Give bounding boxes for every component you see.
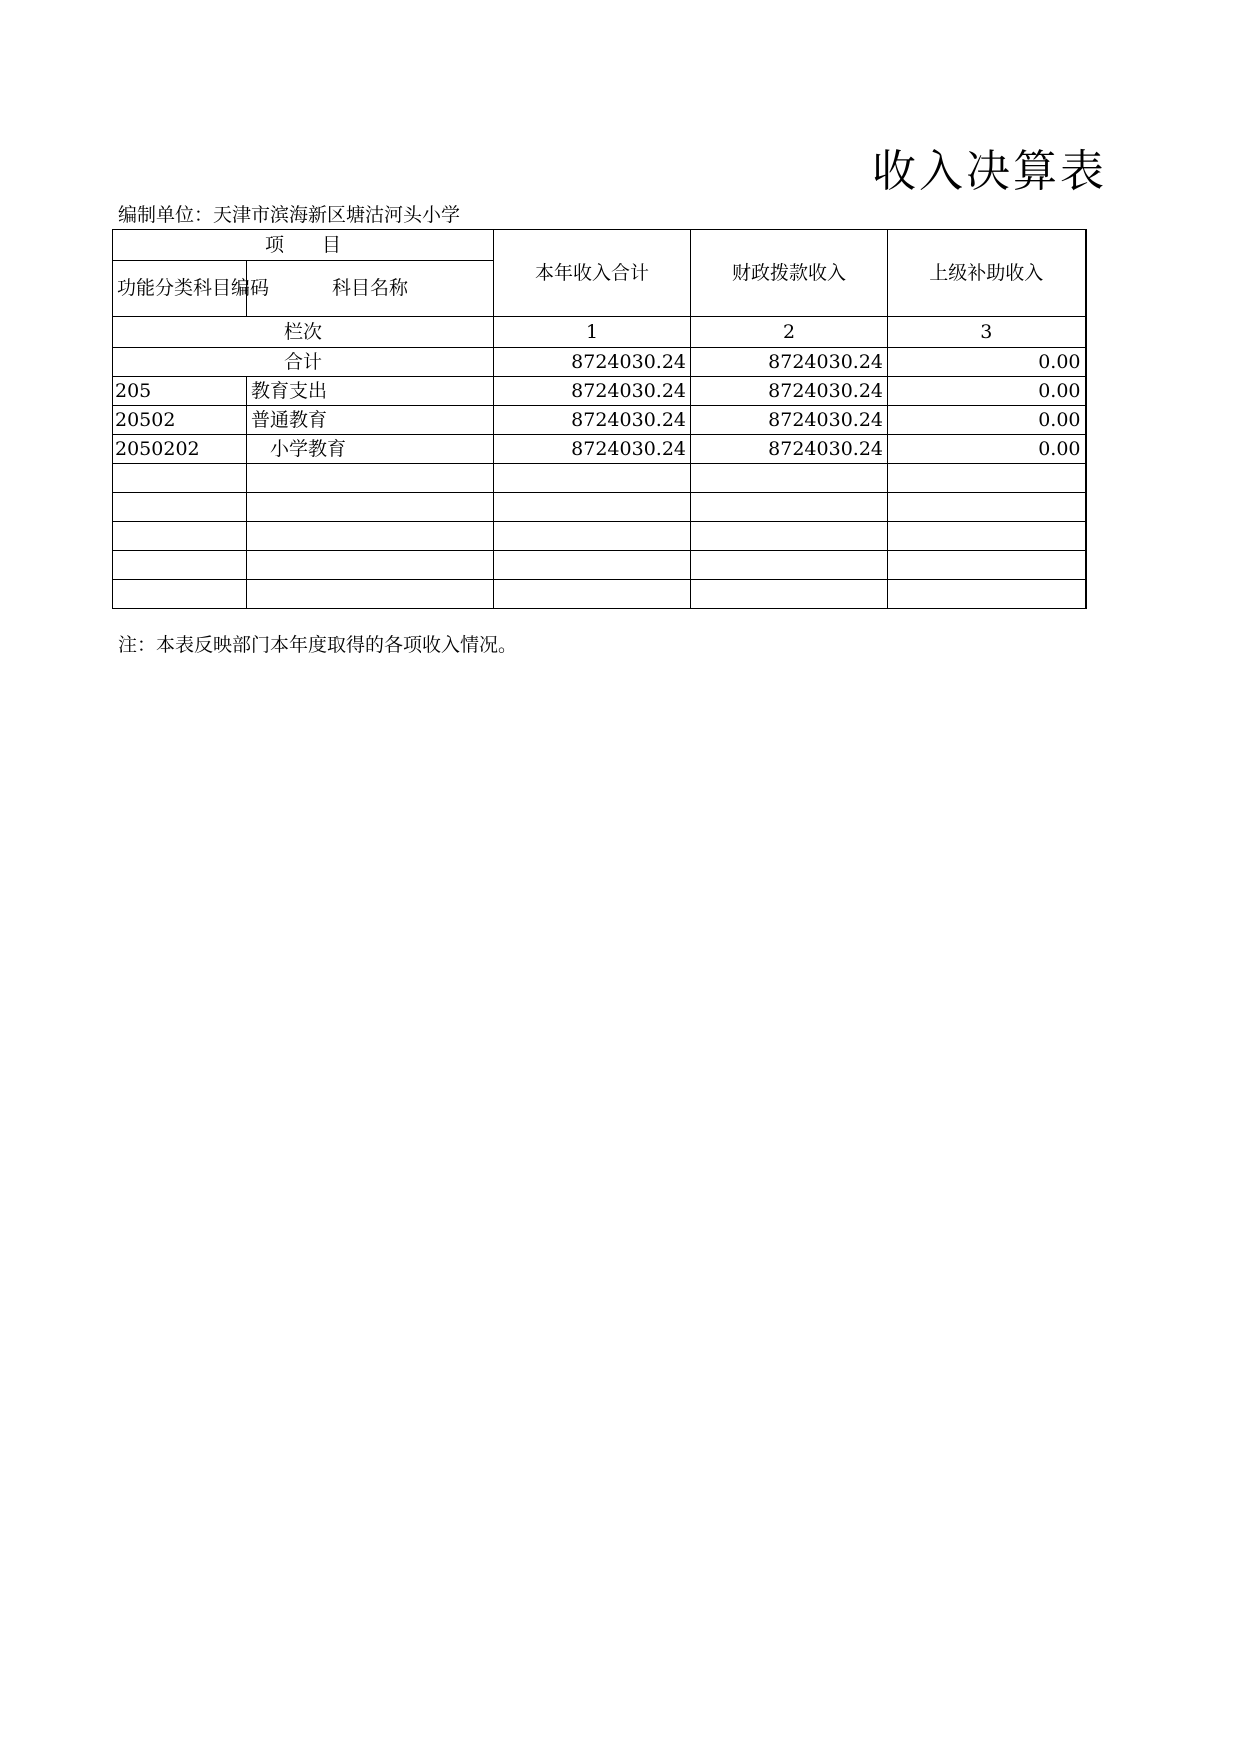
row-name: 小学教育 — [247, 435, 494, 464]
row-fiscal: 8724030.24 — [691, 377, 888, 406]
row-name: 普通教育 — [247, 406, 494, 435]
column-2: 2 — [691, 317, 888, 348]
sum-subsidy: 0.00 — [888, 348, 1086, 377]
row-total: 8724030.24 — [494, 435, 691, 464]
header-subsidy: 上级补助收入 — [888, 230, 1086, 317]
income-table — [112, 229, 1087, 609]
table-row — [113, 406, 1086, 435]
empty-row — [113, 522, 1086, 551]
table-note: 注：本表反映部门本年度取得的各项收入情况。 — [118, 634, 518, 656]
empty-row — [113, 551, 1086, 580]
column-3: 3 — [888, 317, 1086, 348]
empty-row — [113, 580, 1086, 609]
row-code: 20502 — [113, 406, 247, 435]
row-name: 教育支出 — [247, 377, 494, 406]
header-name: 科目名称 — [247, 261, 494, 317]
column-index-row — [113, 317, 1086, 348]
header-item: 项 目 — [113, 230, 494, 261]
page-title: 收入决算表 — [872, 146, 1107, 197]
row-total: 8724030.24 — [494, 377, 691, 406]
header-code: 功能分类科目编码 — [113, 261, 247, 317]
row-total: 8724030.24 — [494, 406, 691, 435]
table-row — [113, 377, 1086, 406]
column-label: 栏次 — [113, 317, 494, 348]
sum-label: 合计 — [113, 348, 494, 377]
sum-fiscal: 8724030.24 — [691, 348, 888, 377]
header-fiscal: 财政拨款收入 — [691, 230, 888, 317]
header-total: 本年收入合计 — [494, 230, 691, 317]
sum-row — [113, 348, 1086, 377]
row-code: 205 — [113, 377, 247, 406]
row-code: 2050202 — [113, 435, 247, 464]
empty-row — [113, 493, 1086, 522]
column-1: 1 — [494, 317, 691, 348]
sum-total: 8724030.24 — [494, 348, 691, 377]
compiling-unit: 编制单位：天津市滨海新区塘沽河头小学 — [118, 204, 461, 226]
row-fiscal: 8724030.24 — [691, 435, 888, 464]
header-row-1 — [113, 230, 1086, 261]
table-row — [113, 435, 1086, 464]
row-subsidy: 0.00 — [888, 406, 1086, 435]
row-fiscal: 8724030.24 — [691, 406, 888, 435]
row-subsidy: 0.00 — [888, 377, 1086, 406]
empty-row — [113, 464, 1086, 493]
row-subsidy: 0.00 — [888, 435, 1086, 464]
